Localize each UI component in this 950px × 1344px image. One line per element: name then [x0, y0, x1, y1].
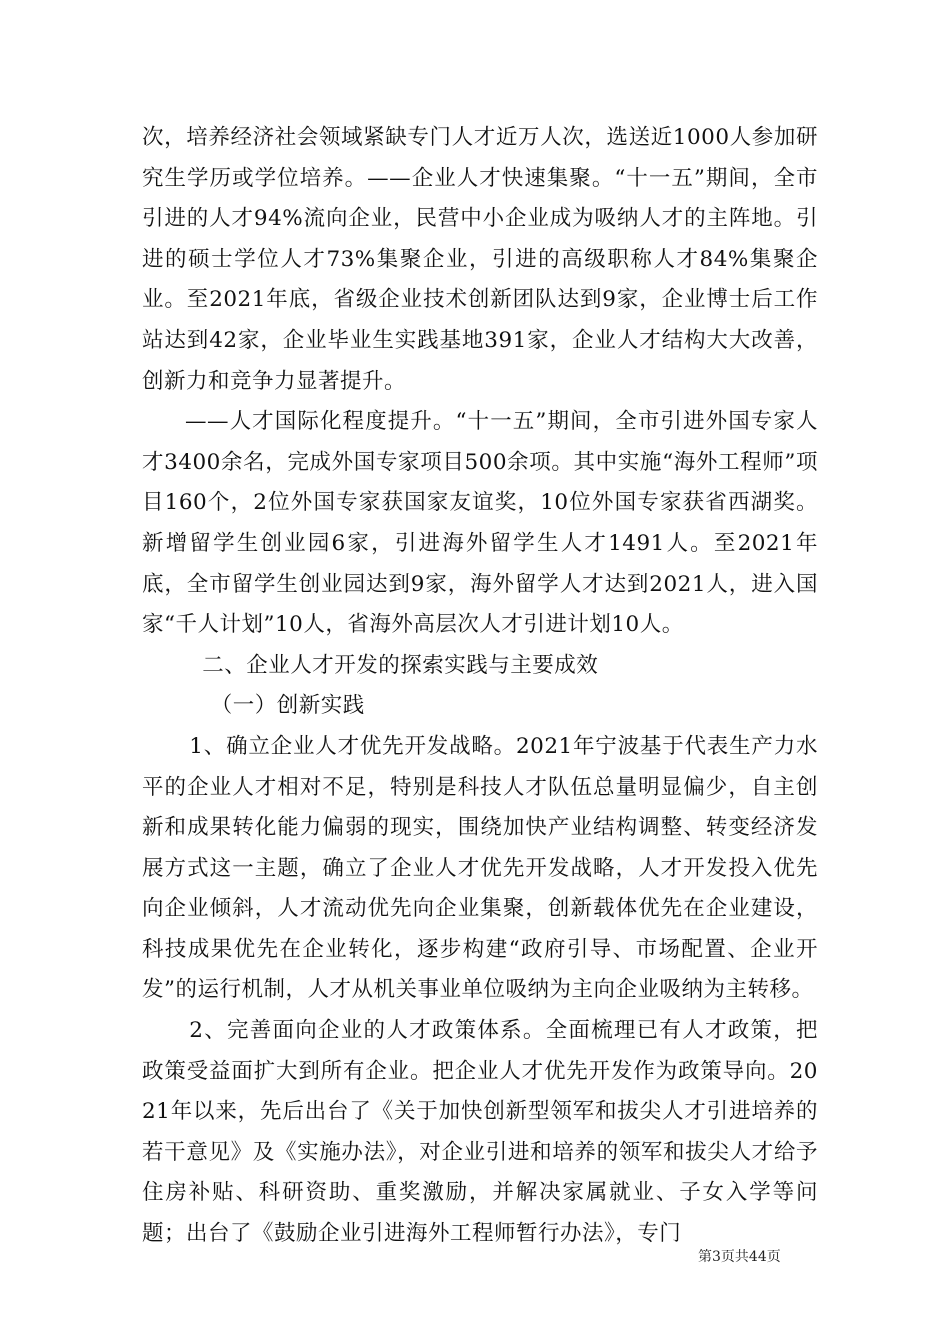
- paragraph-continuation: 次，培养经济社会领域紧缺专门人才近万人次，选送近1000人参加研究生学历或学位培养。——企业人才快速集聚。“十一五”期间，全市引进的人才94%流向企业，民营中小企业成为吸纳人才的主阵地。引进的硕士学位人才73%集聚企业，引进的高级职称人才84%集聚企业。至2021年底，省级企业技术创新团队达到9家，企业博士后工作站达到42家，企业毕业生实践基地391家，企业人才结构大大改善，创新力和竞争力显著提升。: [142, 125, 818, 394]
- paragraph-internationalization: ——人才国际化程度提升。“十一五”期间，全市引进外国专家人才3400余名，完成外国专家项目500余项。其中实施“海外工程师”项目160个，2位外国专家获国家友谊奖，10位外国专家获省西湖奖。新增留学生创业园6家，引进海外留学生人才1491人。至2021年底，全市留学生创业园达到9家，海外留学人才达到2021人，进入国家“千人计划”10人，省海外高层次人才引进计划10人。: [142, 409, 818, 638]
- page-number: 第3页共44页: [698, 1249, 781, 1265]
- paragraph-policy: 2、完善面向企业的人才政策体系。全面梳理已有人才政策，把政策受益面扩大到所有企业。把企业人才优先开发作为政策导向。2021年以来，先后出台了《关于加快创新型领军和拔尖人才引进培养的若干意见》及《实施办法》，对企业引进和培养的领军和拔尖人才给予住房补贴、科研资助、重奖激励，并解决家属就业、子女入学等问题；出台了《鼓励企业引进海外工程师暂行办法》，专门: [142, 1018, 818, 1247]
- paragraph-strategy: 1、确立企业人才优先开发战略。2021年宁波基于代表生产力水平的企业人才相对不足，特别是科技人才队伍总量明显偏少，自主创新和成果转化能力偏弱的现实，围绕加快产业结构调整、转变经济发展方式这一主题，确立了企业人才优先开发战略，人才开发投入优先向企业倾斜，人才流动优先向企业集聚，创新载体优先在企业建设，科技成果优先在企业转化，逐步构建“政府引导、市场配置、企业开发”的运行机制，人才从机关事业单位吸纳为主向企业吸纳为主转移。: [142, 733, 818, 1003]
- subsection-heading: （一）创新实践: [210, 693, 365, 719]
- section-heading: 二、企业人才开发的探索实践与主要成效: [202, 652, 599, 678]
- document-body: [142, 118, 818, 1255]
